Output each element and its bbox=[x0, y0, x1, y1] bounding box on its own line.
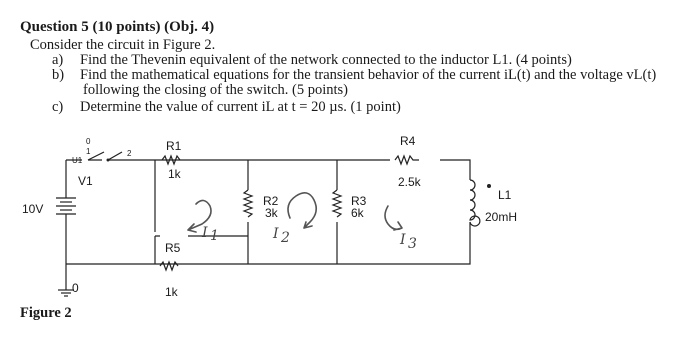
r3-name-label: R3 bbox=[351, 194, 367, 208]
item-marker: b) bbox=[52, 67, 65, 83]
resistor-r5 bbox=[160, 262, 178, 270]
inductor-l1 bbox=[470, 180, 480, 226]
loop-arrow-2 bbox=[288, 193, 316, 228]
inductor-polarity-dot bbox=[487, 184, 491, 188]
r3-value-label: 6k bbox=[351, 206, 364, 220]
source-voltage-label: 10V bbox=[22, 202, 44, 216]
loop-current-sub-2: 2 bbox=[281, 230, 290, 246]
switch-pin2-label: 2 bbox=[127, 149, 132, 158]
loop-current-label-1: I bbox=[202, 225, 208, 241]
r2-value-label: 3k bbox=[265, 206, 278, 220]
loop-current-label-2: I bbox=[273, 226, 279, 242]
item-marker: c) bbox=[52, 99, 64, 115]
resistor-r2 bbox=[244, 190, 252, 217]
r5-value-label: 1k bbox=[165, 285, 178, 299]
resistor-r3 bbox=[333, 190, 341, 217]
loop-current-sub-1: 1 bbox=[210, 228, 219, 244]
r1-name-label: R1 bbox=[166, 139, 182, 153]
l1-name-label: L1 bbox=[498, 188, 512, 202]
item-text: Find the Thevenin equivalent of the network connected to the inductor L1. (4 points) bbox=[80, 52, 572, 68]
source-name-label: V1 bbox=[78, 174, 93, 188]
resistor-r4 bbox=[395, 156, 419, 164]
question-intro: Consider the circuit in Figure 2. bbox=[30, 37, 216, 53]
figure-caption: Figure 2 bbox=[20, 305, 72, 321]
r4-name-label: R4 bbox=[400, 134, 416, 148]
question-title: Question 5 (10 points) (Obj. 4) bbox=[20, 19, 215, 35]
loop-arrow-3 bbox=[385, 206, 402, 230]
battery-v1 bbox=[56, 198, 76, 214]
loop-current-label-3: I bbox=[400, 232, 406, 248]
r2-name-label: R2 bbox=[263, 194, 279, 208]
l1-value-label: 20mH bbox=[485, 210, 518, 224]
question-item-b-continued: following the closing of the switch. (5 points) bbox=[83, 82, 348, 98]
r4-value-label: 2.5k bbox=[398, 175, 421, 189]
item-text: Find the mathematical equations for the transient behavior of the current iL(t) and the voltage vL(t) bbox=[80, 67, 657, 83]
item-text: Determine the value of current iL at t = 20 µs. (1 point) bbox=[80, 99, 401, 115]
loop-arrow-1 bbox=[188, 200, 211, 232]
r1-value-label: 1k bbox=[168, 167, 181, 181]
switch-pin0-label: 0 bbox=[86, 137, 91, 146]
loop-current-sub-3: 3 bbox=[408, 236, 417, 252]
item-marker: a) bbox=[52, 52, 64, 68]
r5-name-label: R5 bbox=[165, 241, 181, 255]
switch-name-label: U1 bbox=[72, 156, 83, 165]
switch-pin1-label: 1 bbox=[86, 147, 91, 156]
ground-node-label: 0 bbox=[72, 281, 79, 295]
